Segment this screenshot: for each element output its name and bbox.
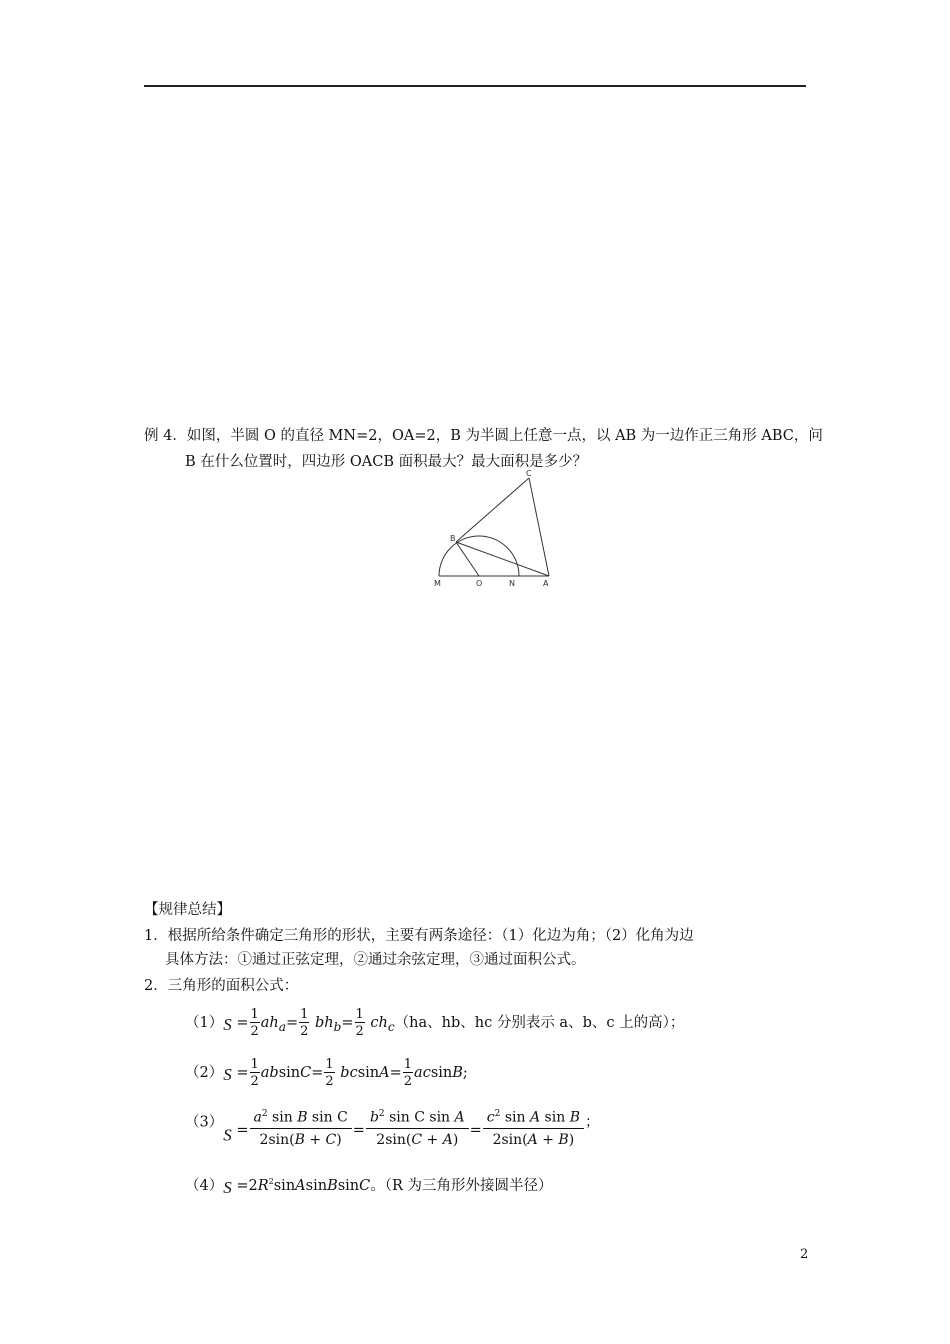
- summary-item-1-methods: 具体方法：①通过正弦定理，②通过余弦定理，③通过面积公式。: [165, 952, 586, 968]
- label-B: B: [450, 534, 456, 543]
- formula-4-number: （4）: [185, 1177, 224, 1194]
- label-C: C: [526, 469, 532, 478]
- segment-BO: [456, 542, 479, 576]
- label-M: M: [434, 579, 441, 588]
- formula-4: $(4)S =2R^2sinAsinBsinC$。（R 为三角形外接圆半径）: [185, 1177, 553, 1197]
- label-A: A: [543, 579, 549, 588]
- summary-item-2: 2．三角形的面积公式：: [144, 978, 299, 994]
- semicircle-figure: [425, 468, 565, 592]
- formula-1: （1）S = $\frac{1}{2}$ $ah_a=$ $\frac{1}{2}$ $bh_b=$ $\frac{1}{2}$ $ch_c(ha$、hb、hc 分别表示 a、b、c 上的高）；: [185, 1007, 685, 1039]
- side-BC: [456, 478, 529, 542]
- label-N: N: [509, 579, 515, 588]
- side-CA: [529, 478, 549, 576]
- summary-item-1: 1．根据所给条件确定三角形的形状，主要有两条途径：（1）化边为角；（2）化角为边: [144, 928, 694, 944]
- example-4-line-1: 例 4．如图，半圆 O 的直径 MN=2，OA=2，B 为半圆上任意一点，以 AB 为一边作正三角形 ABC，问: [144, 428, 823, 444]
- page-number: 2: [800, 1247, 809, 1262]
- header-rule: [144, 85, 806, 87]
- formula-3: （3）S = $\frac{a^2 \sin B \sin C}{2\sin(B + C)}$ = $\frac{b^2 \sin C \sin A}{2\sin(C + A)}$ = $\frac{c^2 \sin A \sin B}{2\sin(A + B)}$ ；: [185, 1109, 600, 1148]
- summary-heading: 【规律总结】: [144, 902, 231, 918]
- formula-2-number: （2）: [185, 1065, 224, 1081]
- formula-4-note: （R 为三角形外接圆半径）: [384, 1177, 553, 1194]
- formula-3-number: （3）: [185, 1114, 224, 1131]
- formula-1-number: （1）: [185, 1015, 224, 1031]
- example-4-line-2: B 在什么位置时，四边形 OACB 面积最大？最大面积是多少？: [185, 454, 588, 470]
- formula-2: （2）S = $\frac{1}{2}$ absinC= $\frac{1}{2}$ bcsinA= $\frac{1}{2}$ acsinB;: [185, 1057, 468, 1089]
- side-BA: [456, 542, 549, 576]
- label-O: O: [476, 579, 483, 588]
- formula-1-note: （ha、hb、hc 分别表示 a、b、c 上的高）；: [394, 1015, 685, 1031]
